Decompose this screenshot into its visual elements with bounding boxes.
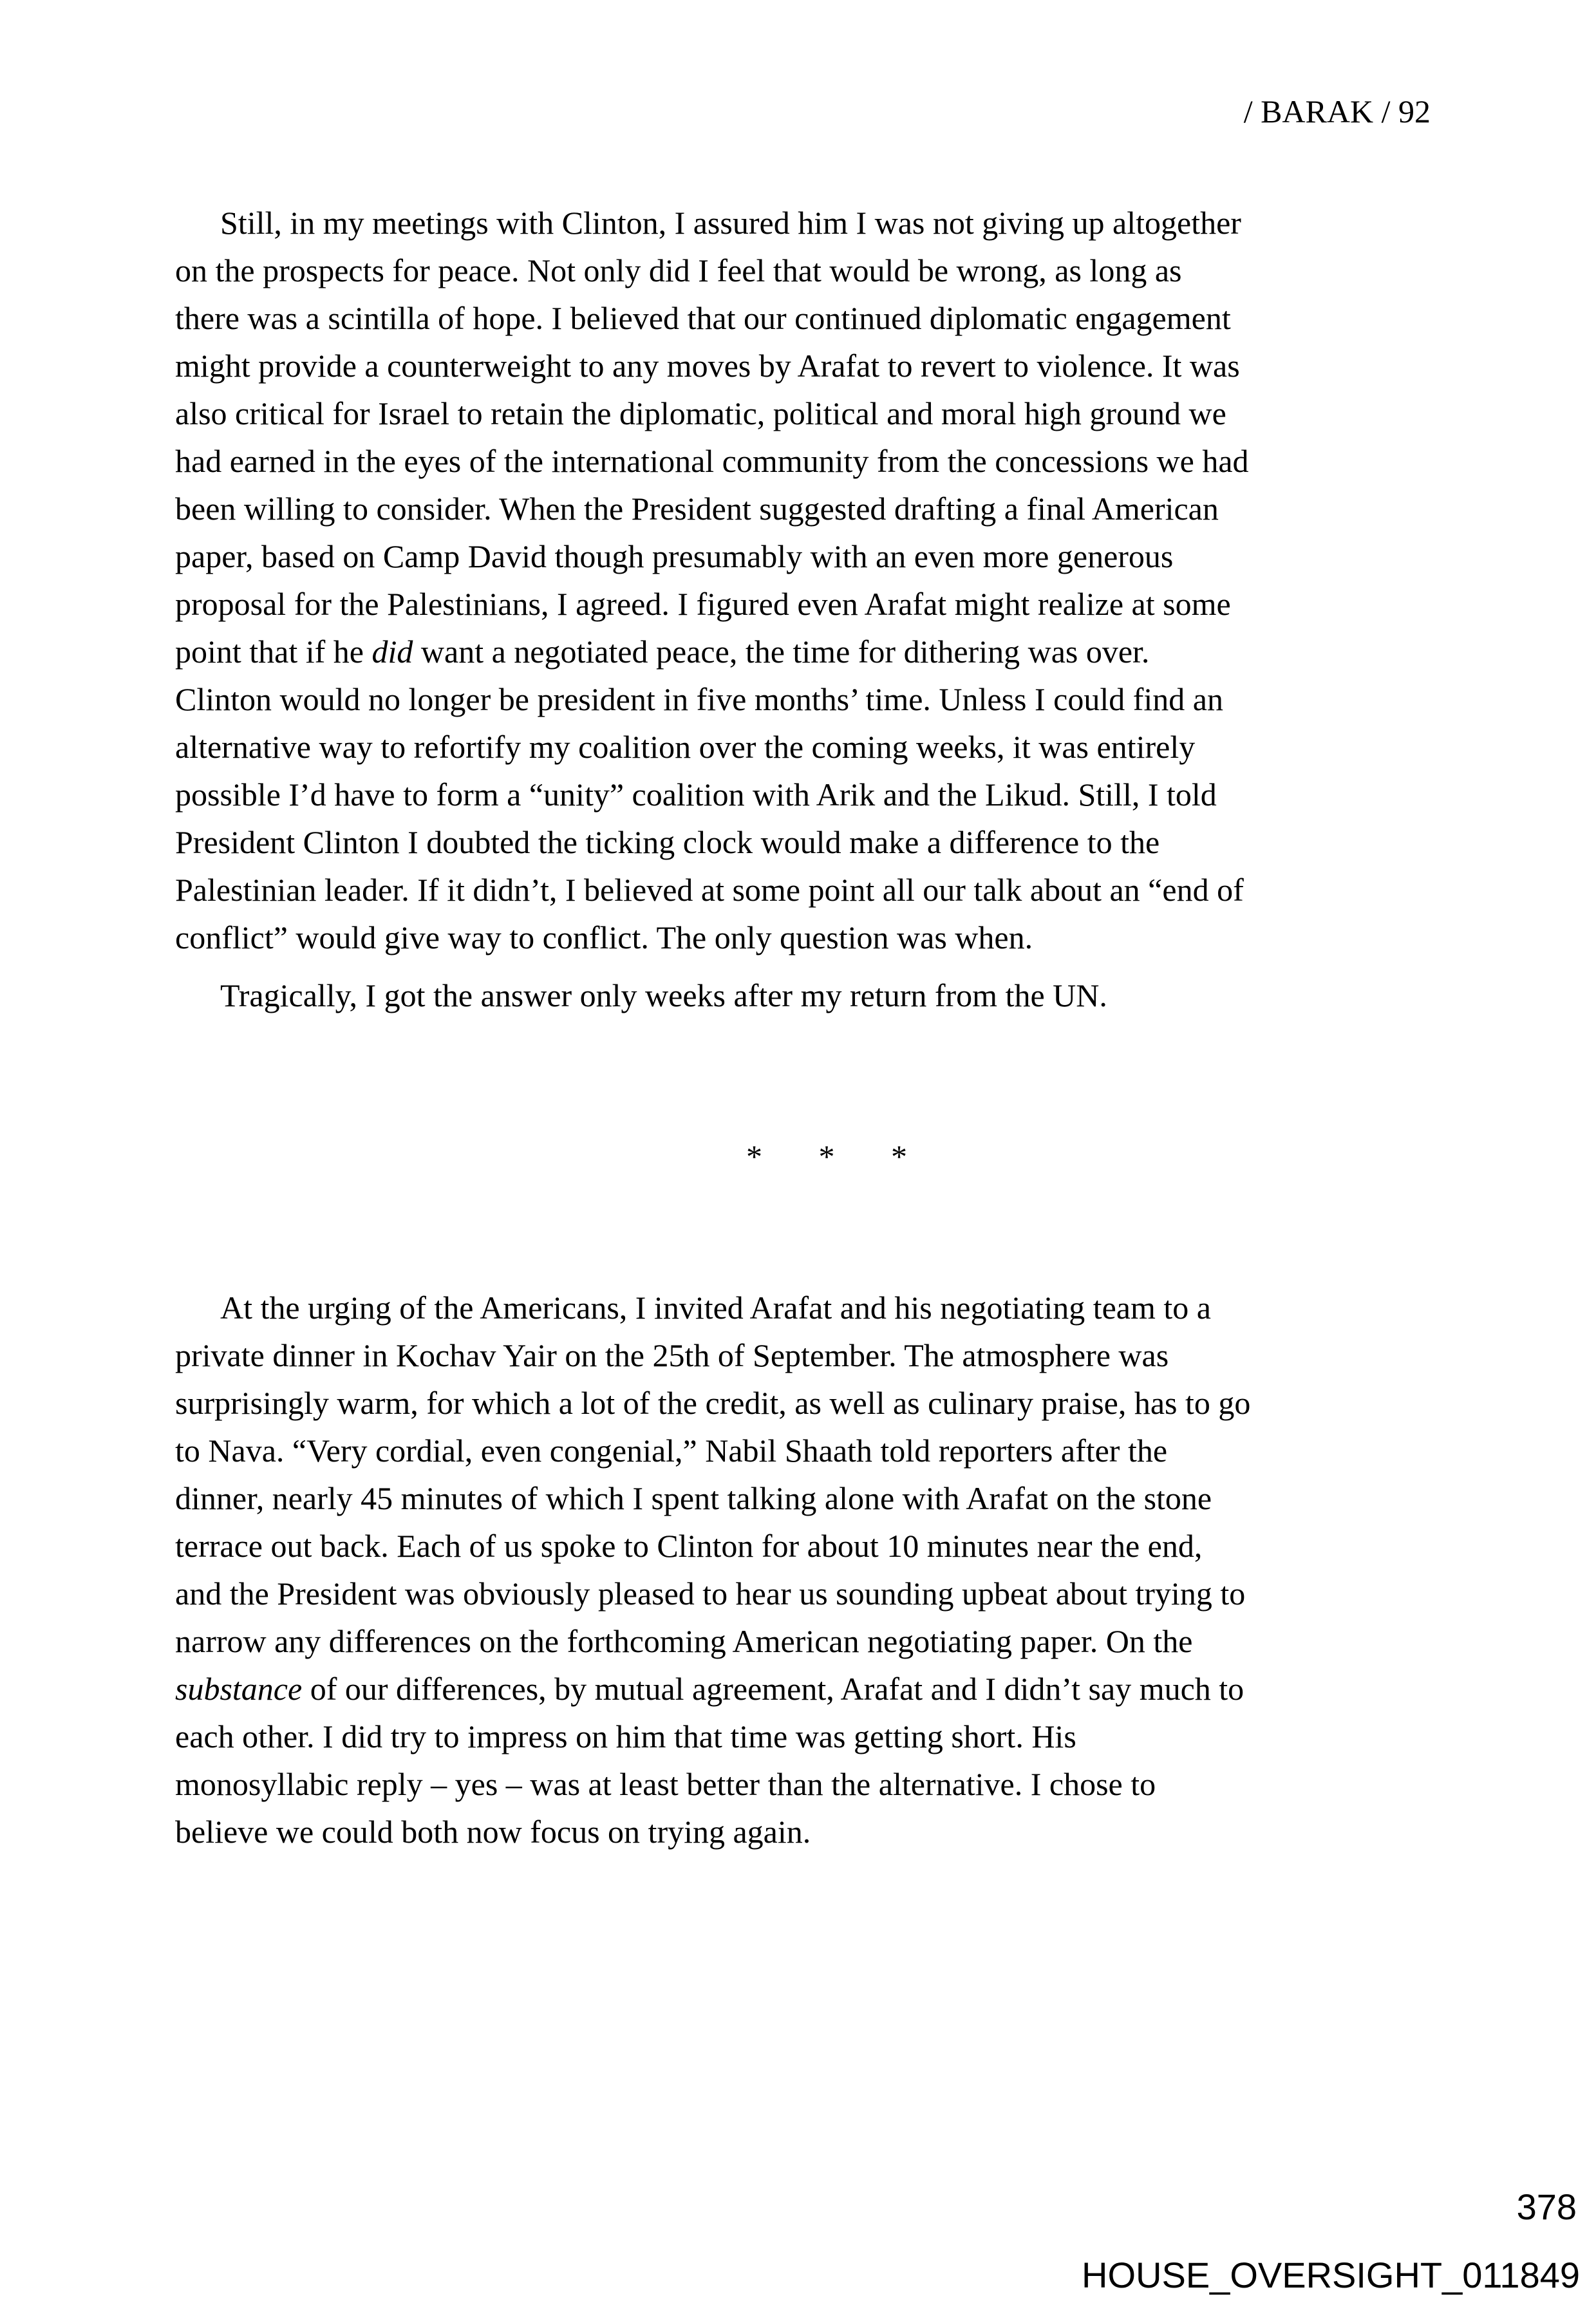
text-line: Still, in my meetings with Clinton, I assured him I was not giving up altogether bbox=[220, 205, 1241, 241]
text-line: and the President was obviously pleased to hear us sounding upbeat about trying to bbox=[175, 1575, 1246, 1612]
text-line: monosyllabic reply – yes – was at least better than the alternative. I chose to bbox=[175, 1766, 1156, 1802]
text-line: narrow any differences on the forthcoming American negotiating paper. On the bbox=[175, 1623, 1193, 1659]
text-line: At the urging of the Americans, I invited Arafat and his negotiating team to a bbox=[220, 1290, 1211, 1326]
text-line bbox=[175, 1665, 1463, 1713]
italic-text: did bbox=[371, 634, 413, 670]
text-segment: want a negotiated peace, the time for dithering was over. bbox=[413, 634, 1150, 670]
section-break-asterisks: * * * bbox=[746, 1138, 907, 1174]
text-line: also critical for Israel to retain the diplomatic, political and moral high ground we bbox=[175, 395, 1226, 431]
text-line: private dinner in Kochav Yair on the 25th of September. The atmosphere was bbox=[175, 1337, 1169, 1373]
text-line: Clinton would no longer be president in five months’ time. Unless I could find an bbox=[175, 681, 1223, 717]
text-line: paper, based on Camp David though presumably with an even more generous bbox=[175, 538, 1174, 574]
text-line: terrace out back. Each of us spoke to Clinton for about 10 minutes near the end, bbox=[175, 1528, 1203, 1564]
text-line: on the prospects for peace. Not only did I feel that would be wrong, as long as bbox=[175, 252, 1182, 288]
text-line: believe we could both now focus on trying again. bbox=[175, 1814, 811, 1850]
text-line: surprisingly warm, for which a lot of the credit, as well as culinary praise, has to go bbox=[175, 1385, 1251, 1421]
bates-stamp: HOUSE_OVERSIGHT_011849 bbox=[1082, 2255, 1580, 2295]
text-line: President Clinton I doubted the ticking clock would make a difference to the bbox=[175, 824, 1160, 860]
text-line: had earned in the eyes of the international community from the concessions we had bbox=[175, 443, 1249, 479]
text-line: conflict” would give way to conflict. The only question was when. bbox=[175, 919, 1033, 955]
text-line: dinner, nearly 45 minutes of which I spent talking alone with Arafat on the stone bbox=[175, 1480, 1212, 1516]
text-line: been willing to consider. When the President suggested drafting a final American bbox=[175, 491, 1219, 527]
text-line: Tragically, I got the answer only weeks after my return from the UN. bbox=[220, 977, 1107, 1013]
paragraph-1 bbox=[175, 199, 1463, 961]
page-number: 378 bbox=[1516, 2186, 1577, 2227]
text-line: proposal for the Palestinians, I agreed. I figured even Arafat might realize at some bbox=[175, 586, 1231, 622]
body-text bbox=[175, 199, 1463, 1856]
text-line: to Nava. “Very cordial, even congenial,” Nabil Shaath told reporters after the bbox=[175, 1433, 1168, 1469]
text-line: there was a scintilla of hope. I believed that our continued diplomatic engagement bbox=[175, 300, 1231, 336]
text-segment: point that if he bbox=[175, 634, 372, 670]
text-line bbox=[175, 628, 1463, 675]
text-line: might provide a counterweight to any moves by Arafat to revert to violence. It was bbox=[175, 348, 1240, 384]
text-line: alternative way to refortify my coalition over the coming weeks, it was entirely bbox=[175, 729, 1196, 765]
text-line: possible I’d have to form a “unity” coalition with Arik and the Likud. Still, I told bbox=[175, 776, 1217, 813]
italic-text: substance bbox=[175, 1671, 303, 1707]
paragraph-3 bbox=[175, 1284, 1463, 1856]
text-line: each other. I did try to impress on him that time was getting short. His bbox=[175, 1718, 1076, 1754]
running-head-text: / BARAK / 92 bbox=[1243, 93, 1431, 129]
text-line: Palestinian leader. If it didn’t, I believed at some point all our talk about an “end of bbox=[175, 872, 1244, 908]
text-segment: of our differences, by mutual agreement, Arafat and I didn’t say much to bbox=[302, 1671, 1244, 1707]
running-head bbox=[1244, 92, 1431, 131]
paragraph-2 bbox=[175, 972, 1463, 1019]
